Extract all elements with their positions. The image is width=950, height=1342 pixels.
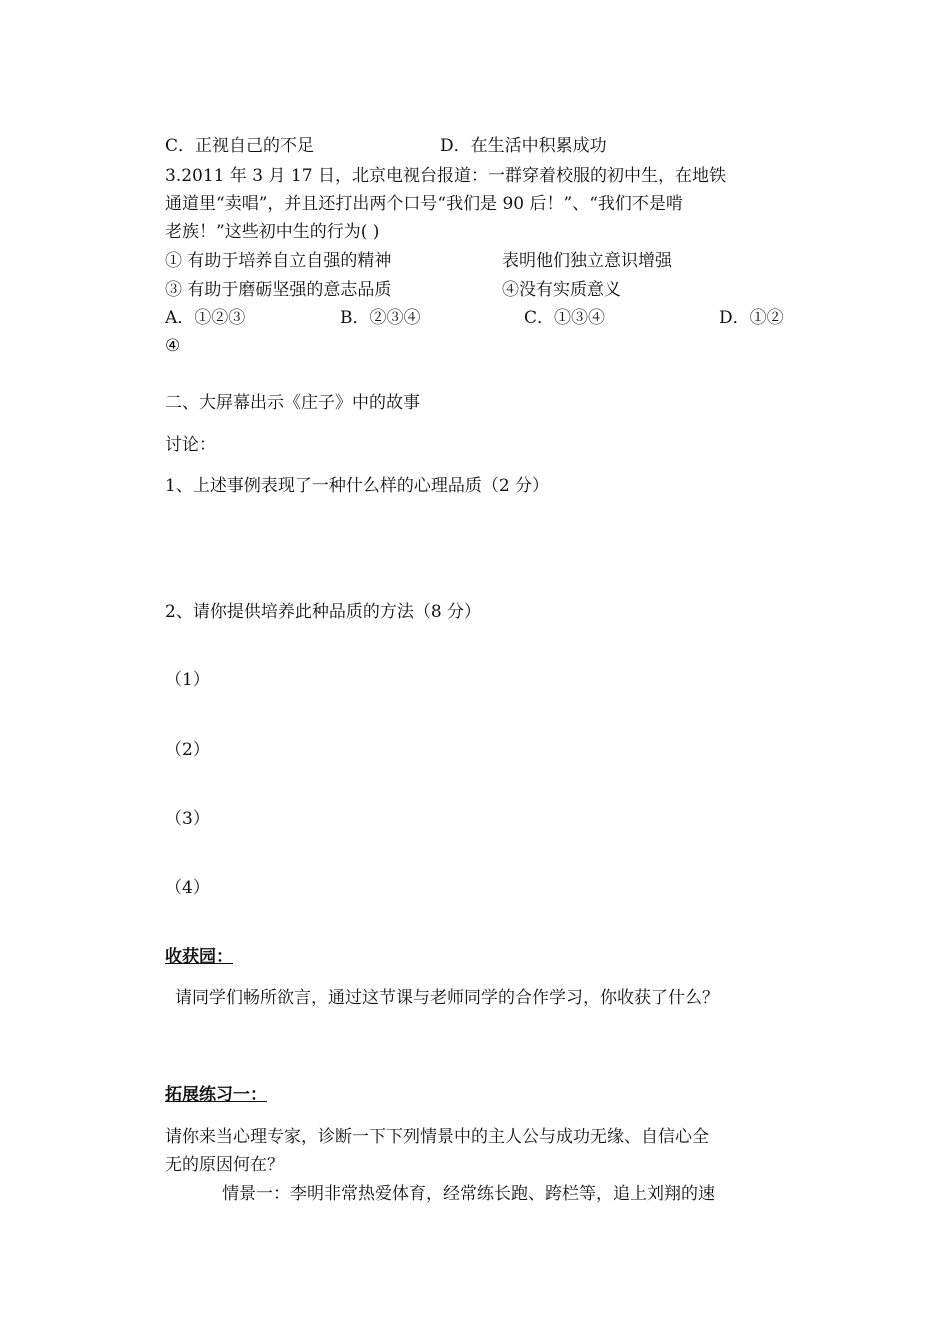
q3-option-a: A．①②③ [165, 308, 246, 328]
extension-scene-1: 情景一：李明非常热爱体育，经常练长跑、跨栏等，追上刘翔的速 [222, 1184, 715, 1204]
harvest-heading: 收获园： [165, 947, 233, 967]
extension-intro-line1: 请你来当心理专家，诊断一下下列情景中的主人公与成功无缘、自信心全 [165, 1127, 709, 1147]
answer-blank-2: （2） [165, 740, 210, 760]
section2-question-2: 2、请你提供培养此种品质的方法（8 分） [165, 602, 482, 622]
q3-option-d-wrap: ④ [165, 336, 181, 356]
extension-intro-line2: 无的原因何在？ [165, 1155, 284, 1175]
q3-stem-line1: 3.2011 年 3 月 17 日，北京电视台报道：一群穿着校服的初中生，在地铁 [165, 166, 726, 186]
extension-heading: 拓展练习一： [165, 1085, 267, 1105]
q3-stem-line2: 通道里“卖唱”，并且还打出两个口号“我们是 90 后！”、“我们不是啃 [165, 194, 683, 214]
answer-blank-1: （1） [165, 670, 210, 690]
q3-item-4: ④没有实质意义 [502, 280, 621, 300]
q2-option-d: D．在生活中积累成功 [440, 136, 607, 156]
answer-blank-4: （4） [165, 878, 210, 898]
q3-item-1: ① 有助于培养自立自强的精神 [165, 251, 392, 271]
answer-blank-3: （3） [165, 809, 210, 829]
q3-item-3: ③ 有助于磨砺坚强的意志品质 [165, 280, 392, 300]
section2-discuss: 讨论： [165, 435, 216, 455]
harvest-text: 请同学们畅所欲言，通过这节课与老师同学的合作学习，你收获了什么？ [175, 988, 719, 1008]
q3-option-b: B．②③④ [340, 308, 421, 328]
q3-item-2: 表明他们独立意识增强 [502, 251, 672, 271]
section2-question-1: 1、上述事例表现了一种什么样的心理品质（2 分） [165, 476, 550, 496]
section2-heading: 二、大屏幕出示《庄子》中的故事 [165, 393, 420, 413]
q2-option-c: C．正视自己的不足 [165, 136, 315, 156]
q3-option-c: C．①③④ [524, 308, 606, 328]
q3-option-d: D．①② [719, 308, 784, 328]
q3-stem-line3: 老族！”这些初中生的行为( ) [165, 222, 380, 242]
